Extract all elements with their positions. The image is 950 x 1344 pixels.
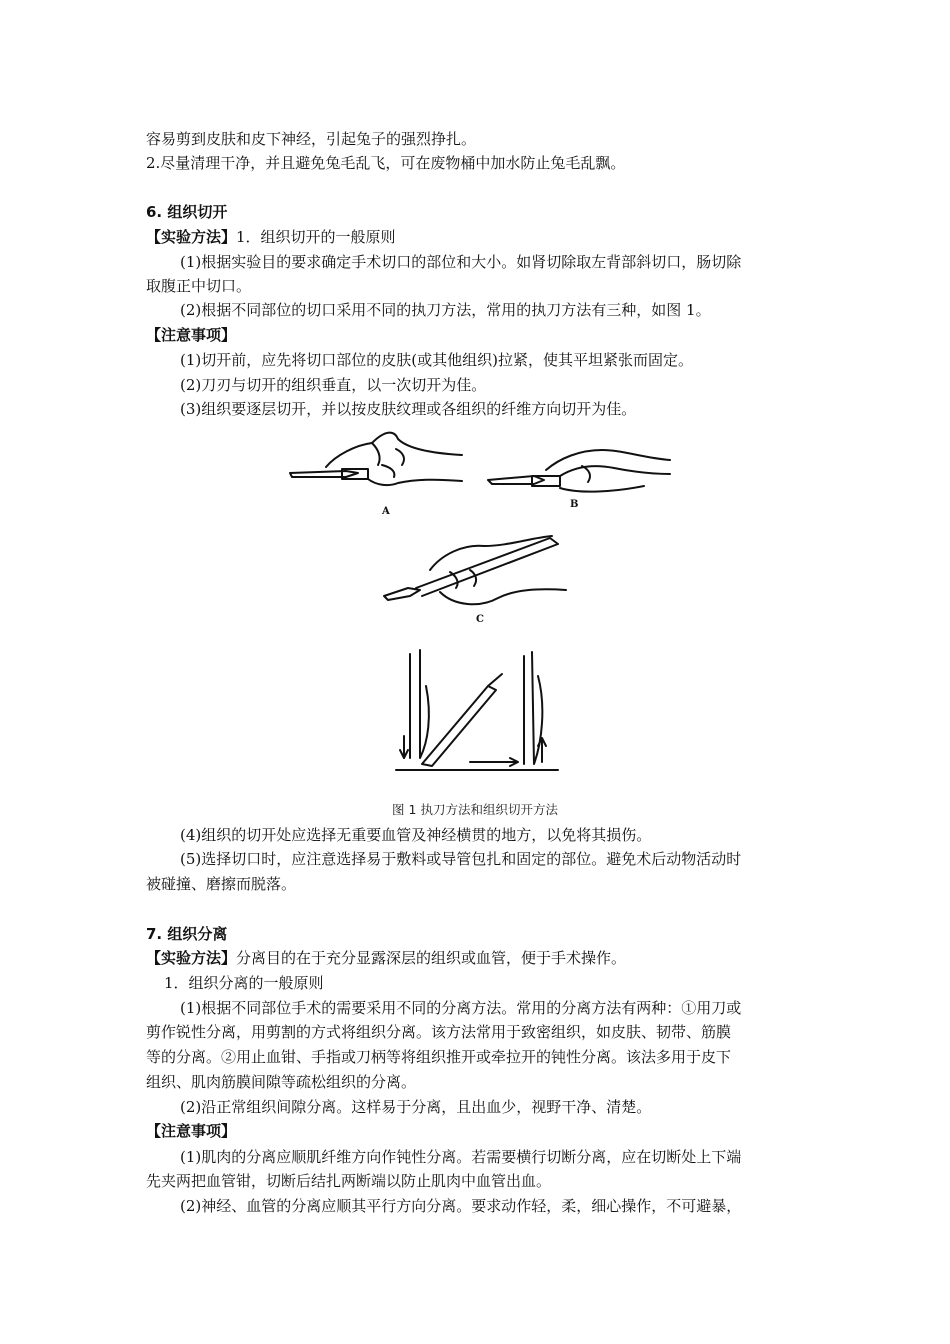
- section-7-para-1b: 剪作锐性分离，用剪割的方式将组织分离。该方法常用于致密组织，如皮肤、韧带、筋膜: [146, 1023, 732, 1041]
- figure-label-b: B: [570, 499, 579, 510]
- intro-line-1: 容易剪到皮肤和皮下神经，引起兔子的强烈挣扎。: [146, 130, 477, 148]
- section-6-heading: 6. 组织切开: [146, 203, 228, 221]
- section-7-para-1d: 组织、肌肉筋膜间隙等疏松组织的分离。: [146, 1073, 417, 1091]
- section-7-para-2: (2)沿正常组织间隙分离。这样易于分离，且出血少，视野干净、清楚。: [180, 1098, 652, 1116]
- incision-technique-illustration: [392, 646, 562, 772]
- section-7-notes-heading: 【注意事项】: [146, 1122, 237, 1140]
- section-6-note-1: (1)切开前，应先将切口部位的皮肤(或其他组织)拉紧，使其平坦紧张而固定。: [180, 351, 693, 369]
- intro-line-2: 2.尽量清理干净，并且避免兔毛乱飞，可在废物桶中加水防止兔毛乱飘。: [146, 154, 626, 172]
- section-6-para-1b: 取腹正中切口。: [146, 277, 252, 295]
- section-6-note-2: (2)刀刃与切开的组织垂直，以一次切开为佳。: [180, 376, 487, 394]
- section-7-para-1c: 等的分离。②用止血钳、手指或刀柄等将组织推开或牵拉开的钝性分离。该法多用于皮下: [146, 1048, 732, 1066]
- method-tag: 【实验方法】: [146, 228, 237, 246]
- scalpel-grip-a-illustration: [286, 425, 466, 505]
- section-6-note-5a: (5)选择切口时，应注意选择易于敷料或导管包扎和固定的部位。避免术后动物活动时: [180, 850, 742, 868]
- section-6-para-2: (2)根据不同部位的切口采用不同的执刀方法，常用的执刀方法有三种，如图 1。: [180, 301, 711, 319]
- method-text: 分离目的在于充分显露深层的组织或血管，便于手术操作。: [236, 949, 627, 967]
- section-6-para-1a: (1)根据实验目的要求确定手术切口的部位和大小。如肾切除取左背部斜切口，肠切除: [180, 253, 742, 271]
- section-7-method: [146, 947, 626, 969]
- section-7-heading: 7. 组织分离: [146, 925, 228, 943]
- section-6-notes-heading: 【注意事项】: [146, 326, 237, 344]
- section-7-para-1a: (1)根据不同部位手术的需要采用不同的分离方法。常用的分离方法有两种：①用刀或: [180, 999, 742, 1017]
- method-text: 1．组织切开的一般原则: [236, 228, 396, 246]
- section-6-note-4: (4)组织的切开处应选择无重要血管及神经横贯的地方，以免将其损伤。: [180, 826, 652, 844]
- scalpel-grip-c-illustration: [380, 530, 570, 612]
- figure-caption: 图 1 执刀方法和组织切开方法: [392, 802, 558, 817]
- section-6-note-3: (3)组织要逐层切开，并以按皮肤纹理或各组织的纤维方向切开为佳。: [180, 400, 637, 418]
- scalpel-grip-b-illustration: [484, 440, 674, 500]
- section-6-note-5b: 被碰撞、磨擦而脱落。: [146, 875, 297, 893]
- section-6-method: [146, 226, 396, 248]
- section-7-note-2: (2)神经、血管的分离应顺其平行方向分离。要求动作轻，柔，细心操作，不可避暴，: [180, 1197, 742, 1215]
- figure-label-a: A: [382, 506, 390, 517]
- figure-label-c: C: [476, 614, 484, 625]
- section-7-note-1a: (1)肌肉的分离应顺肌纤维方向作钝性分离。若需要横行切断分离，应在切断处上下端: [180, 1148, 742, 1166]
- section-7-principle: 1．组织分离的一般原则: [164, 974, 324, 992]
- method-tag: 【实验方法】: [146, 949, 237, 967]
- section-7-note-1b: 先夹两把血管钳，切断后结扎两断端以防止肌肉中血管出血。: [146, 1172, 552, 1190]
